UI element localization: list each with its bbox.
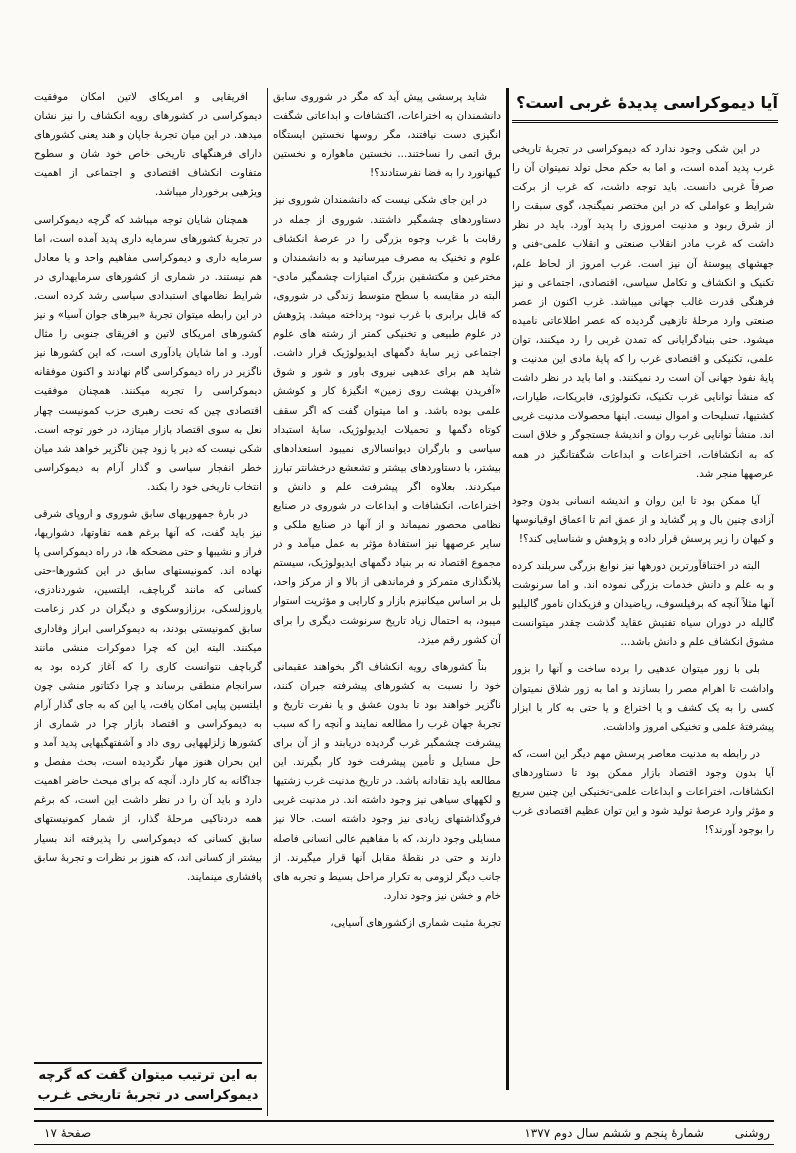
article-title: آیا دیموکراسی پدیدهٔ غربی است؟: [512, 86, 778, 123]
paragraph: افریقایی و امریکای لاتین امکان موفقیت دیموکراسی در کشورهای رویه انکشاف را نیز نشان میدهد. در این میان تجربهٔ جاپان و هند یعنی کشورهای دارای فرهنگهای تاریخی خاص خود شان و سطوح متفاوت انکشاف اقتصادی و اجتماعی از اهمیت ویژهیی برخوردار میباشد.: [34, 91, 262, 199]
page-number: صفحهٔ ۱۷: [44, 1126, 92, 1140]
journal-name: روشنی: [734, 1126, 770, 1140]
issue-info: شمارهٔ پنجم و ششم سال دوم ۱۳۷۷: [524, 1126, 704, 1140]
paragraph: در این جای شکی نیست که دانشمندان شوروی نیز دستاوردهای چشمگیر داشتند. شوروی از جمله در رقابت با غرب وجوه بزرگی را در عرصهٔ انکشاف علوم و تخنیک به مصرف میرسانید و به دانشمندان و مخترعین و مکتشفین بزرگ امتیازات چشمگیر مادی-البته در مقایسه با سطح متوسط زندگی در شوروی، که قابل برابری با غرب نبود- پرداخته میشد. پژوهش در علوم طبیعی و تخنیکی کمتر از رشته های علوم اجتماعی زیر سایهٔ دگمهای ایدیولوژیک قرار داشت. شاید هم برای عدهیی نیروی باور و شور و شوق «آفریدن بهشت روی زمین» انگیزهٔ کار و کوشش علمی بوده باشد. و اما میتوان گفت که اگر سقف کوتاه دگمها و تحمیلات ایدیولوژیک، سایهٔ استبداد سیاسی و بارگران دیوانسالاری نمیبود استعدادهای بیشتر، با دستاوردهای بیشتر و تشعشع درخشانتر تبارز میکردند. بعلاوه اگر پیشرفت علم و دانش و اختراعات، انکشافات و ابداعات در شوروی در صنایع نظامی محصور نمیماند و از آنها در صنایع ملکی و سایر عرصهها نیز استفادهٔ مؤثر به عمل میآمد و در مجموع اقتصاد نه بر بنیاد دگمهای ایدیولوژیک، سیستم پلانگذاری متمرکز و فرماندهی از بالا و از مرکز واحد، بل بر اساس میکانیزم بازار و کارایی و مؤثریت استوار میبود، به احتمال زیاد تاریخ سرنوشت دیگری را برای آن کشور رقم میزد.: [273, 194, 501, 646]
paragraph: شاید پرسشی پیش آید که مگر در شوروی سابق دانشمندان به اختراعات، اکتشافات و ابداعاتی شگفت انگیزی دست نیافتند، مگر روسها نخستین ایستگاه برق اتمی را نساختند... نخستین ماهواره و نخستین کیهانورد را به فضا نفرستادند؟!: [273, 91, 501, 180]
paragraph: البته در اختناقآورترین دورهها نیز نوابغ بزرگی سربلند کرده و به علم و دانش خدمات بزرگی نموده اند. و اما سرنوشت آنها مثلاً آنچه که برفیلسوف، ریاضیدان و فزیکدان نامور گالیلیو گالیله در دوران سیاه تفتیش عقاید گذشت چقدر میتوانست مشوق انکشاف علم و دانش باشد...: [512, 559, 774, 649]
paragraph: بلی با زور میتوان عدهیی را برده ساخت و آنها را بزور واداشت تا اهرام مصر را بسازند و اما به زور شلاق نمیتوان کسی را به یک کشف و یا اختراع و یا حتی به کار با ابزار پیشرفتهٔ علمی و تخنیکی امروز واداشت.: [512, 663, 774, 733]
paragraph: در این شکی وجود ندارد که دیموکراسی در تجربهٔ تاریخی غرب پدید آمده است، و اما به حکم محل تولد نمیتوان آن را صرفاً غربی دانست. باید توجه داشت، که غرب از برکت شرایط و عواملی که در این مختصر نمیگنجد، گوی سبقت را از شرق ربود و مدنیت امروزی را پدید آورد. باید در نظر داشت که غرب مادر انقلاب صنعتی و انقلاب علمی-فنی و جهشهای پیوستهٔ آن نیز است. غرب امروز از لحاظ علم، تکنیک و انکشاف و تکامل سیاسی، اقتصادی، اجتماعی و نیز فرهنگی قدرت غالب جهانی میباشد. غرب اکنون از عصر صنعتی وارد مرحلهٔ تازهیی گردیده که عصر اطلاعاتی نامیده میشود. حتی بنیادگرایانی که تمدن غربی را رد میکنند، توان علمی، تکنیکی و اقتصادی غرب را که پایهٔ مادی این مدنیت و پایهٔ نفوذ جهانی آن است رد نمیکنند. و اما باید در نظر داشت که منشأ توانایی غرب تکنیک، تکنولوژی، فابریکات، طیارات، کشتیها، تسلیحات و اموال نیست. اینها محصولات مدنیت غربی اند. منشأ توانایی غرب روان و اندیشهٔ جستجوگر و خلاق است که به انکشافات، اختراعات و ابداعات شگفتانگیز در همه عرصهها منجر شد.: [512, 143, 774, 480]
paragraph: در رابطه به مدنیت معاصر پرسش مهم دیگر این است، که آیا بدون وجود اقتصاد بازار ممکن بود تا دستاوردهای انکشافات، اختراعات و ابداعات علمی-تخنیکی این چنین سریع و مؤثر وارد عرصهٔ تولید شود و این توان عظیم اقتصادی غرب را بوجود آورند؟!: [512, 747, 774, 837]
left-column: [34, 88, 262, 1048]
teaser-line: به این ترتیب میتوان گفت که گرچه: [34, 1062, 262, 1086]
paragraph: بناً کشورهای رویه انکشاف اگر بخواهند عقبمانی خود را نسبت به کشورهای پیشرفته جبران کنند، ناگزیر خواهند بود تا بدون عشق و یا نفرت تاریخ و تجربهٔ جهان غرب را مطالعه نمایند و آنچه را که سبب پیشرفت چشمگیر غرب گردیده دریابند و از آن برای حل مسایل و تأمین پیشرفت خود کار بگیرند. این مطالعه باید نقادانه باشد. در تاریخ مدنیت غرب زشتیها و لکههای سیاهی نیز وجود داشته اند. در مدنیت غربی فروگذاشتهای زیادی نیز وجود داشته است. حالا نیز مسایلی وجود دارند، که با مفاهیم عالی انسانی فاصله دارند و حتی در نقطهٔ مقابل آنها قرار میگیرند. از جانب دیگر لزومی به تکرار مراحل بسیط و تجربه های خام و خشن نیز وجود ندارد.: [273, 660, 501, 902]
paragraph: همچنان شایان توجه میباشد که گرچه دیموکراسی در تجربهٔ کشورهای سرمایه داری پدید آمده است، اما سرمایه داری و دیموکراسی مفاهیم واحد و یا معادل هم نیستند. در شماری از کشورهای سرمایهداری در شرایط نظامهای استبدادی سیاسی رشد کرده است. در این رابطه میتوان تجربهٔ «ببرهای جوان آسیا» و نیز کشورهای امریکای لاتین و افریقای جنوبی را مثال آورد. و اما شایان یادآوری است، که این کشورها نیز ناگزیر در راه دیموکراسی گام نهادند و اکنون موفقانه دیموکراسی را تجربه میکنند. همچنان موفقیت اقتصادی چین که تحت رهبری حزب کمونیست چهار نعل به سوی اقتصاد بازار میتازد، در خور توجه است. شکی نیست که دیر یا زود چین ناگزیر خواهد شد میان خطر انفجار سیاسی و گذار آرام به دیموکراسی انتخاب تاریخی خود را بکند.: [34, 213, 262, 493]
right-column: [512, 140, 774, 1052]
paragraph-continued: تجربهٔ مثبت شماری ازکشورهای آسیایی،: [330, 916, 501, 929]
page-footer: [34, 1120, 774, 1145]
teaser-line: دیموکراسی در تجربهٔ تاریخی غـرب: [34, 1086, 262, 1110]
column-divider: [267, 88, 268, 1116]
paragraph: آیا ممکن بود تا این روان و اندیشه انسانی بدون وجود آزادی چنین بال و پر گشاید و از عمق اتم تا اعماق اوقیانوسها و کیهان را زیر پرسش قرار داده و پژوهش و شناسایی کند؟!: [512, 494, 774, 545]
continuation-teaser: [34, 1062, 262, 1110]
column-divider: [506, 88, 509, 1090]
middle-column: [273, 88, 501, 1053]
paragraph: در بارهٔ جمهوریهای سابق شوروی و اروپای شرقی نیز باید گفت، که آنها برغم همه تفاوتها، دشواریها، فراز و نشیبها و حتی مضحکه ها، در راه دیموکراسی پا نهاده اند. کمونیستهای سابق در این کشورها-حتی کسانی که مانند گرباچف، ایلتسین، شوردنادزی، یاروزلسکی، برزازوسکوی و دیگران در کدر زعامت سابق کمونیستی بودند، به دیموکراسی ابراز وفاداری میکنند. البته این که چرا دموکرات منشی مانند گرباچف نتوانست کاری را که آغاز کرده بود به سرانجام منطقی برساند و چرا دکتاتور منشی چون ایلتسین پیاپی امکان یافت، یا این که به جای گذار آرام به دیموکراسی و اقتصاد بازار چرا در شماری از کشورها زلزلههایی روی داد و آشفتهگیهایی پدید آمد و این بحران هنوز مهار نگردیده است، بحث مفصل و جداگانه به کار دارد. آنچه که برای مبحث حاضر اهمیت دارد و باید آن را در نظر داشت این است، که برغم همه دردناکیی مرحلهٔ گذار، از شمار کمونیستهای سابق کسانی که دیموکراسی را پذیرفته اند بسیار بیشتر از کسانی اند، که هنوز بر نظرات و تجربهٔ سابق پافشاری مینمایند.: [34, 507, 262, 883]
